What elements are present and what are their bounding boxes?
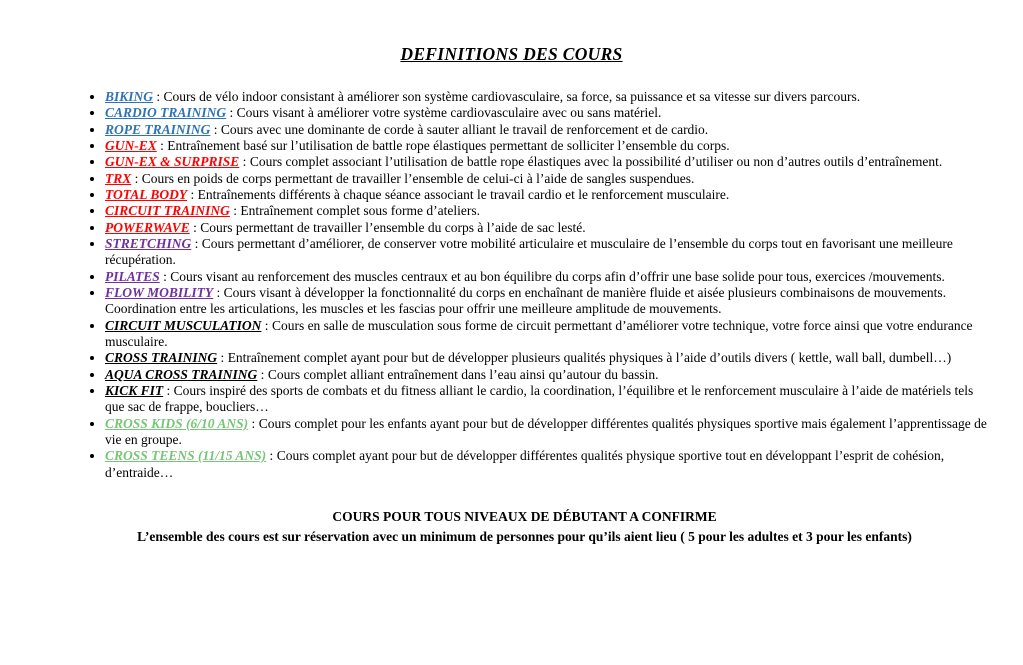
course-separator: : <box>187 186 198 202</box>
course-name: PILATES <box>105 268 160 284</box>
footer-levels-note: COURS POUR TOUS NIVEAUX DE DÉBUTANT A CONFIRME <box>332 508 717 524</box>
course-name: FLOW MOBILITY <box>105 284 214 300</box>
list-item <box>105 89 989 105</box>
list-item <box>105 318 989 351</box>
course-description: Cours permettant d’améliorer, de conserver votre mobilité articulaire et musculaire de l’ensemble du corps tout en favorisant une meilleure récupération. <box>105 235 953 268</box>
list-item <box>105 269 989 285</box>
course-separator: : <box>153 89 164 104</box>
course-description: Cours de vélo indoor consistant à améliorer son système cardiovasculaire, sa force, sa puissance et sa vitesse sur divers parcours. <box>163 89 861 104</box>
list-item <box>105 383 989 416</box>
course-separator: : <box>226 105 237 121</box>
course-name: KICK FIT <box>105 382 164 398</box>
course-name: GUN-EX <box>105 137 157 153</box>
course-name: GUN-EX & SURPRISE <box>105 154 240 170</box>
course-separator: : <box>257 366 268 382</box>
list-item <box>105 203 989 219</box>
course-description: Cours permettant de travailler l’ensemble du corps à l’aide de sac lesté. <box>200 219 586 235</box>
course-name: STRETCHING <box>105 235 192 251</box>
course-description: Cours avec une dominante de corde à sauter alliant le travail de renforcement et de cardio. <box>220 121 709 137</box>
course-description: Cours complet alliant entraînement dans l’eau ainsi qu’autour du bassin. <box>267 366 659 382</box>
list-item <box>105 350 989 366</box>
course-separator: : <box>189 219 201 235</box>
course-name: CROSS KIDS (6/10 ANS) <box>105 415 249 431</box>
course-separator: : <box>229 203 241 219</box>
course-description: Entraînement complet sous forme d’ateliers. <box>240 203 480 219</box>
course-description: Cours inspiré des sports de combats et du fitness alliant le cardio, la coordination, l’équilibre et le renforcement musculaire à l’aide de matériels tels que sac de frappe, boucliers… <box>105 382 974 415</box>
course-separator: : <box>163 382 174 398</box>
course-name: BIKING <box>105 89 154 104</box>
course-description: Cours complet associant l’utilisation de battle rope élastiques avec la possibilité d’utiliser ou non d’autres outils d’entraînement. <box>249 154 943 170</box>
list-item <box>105 122 989 138</box>
course-separator: : <box>213 284 224 300</box>
course-separator: : <box>159 268 171 284</box>
footer <box>60 507 989 547</box>
course-description: Entraînement basé sur l’utilisation de battle rope élastiques permettant de solliciter l’ensemble du corps. <box>167 137 730 153</box>
course-separator: : <box>261 317 272 333</box>
course-description: Cours visant à développer la fonctionnalité du corps en enchaînant de manière fluide et aisée plusieurs combinaisons de mouvements. Coordination entre les articulations, les muscles et les fascias pour offrir une meilleure amplitude de mouvements. <box>105 284 947 317</box>
course-separator: : <box>266 448 277 464</box>
course-separator: : <box>248 415 259 431</box>
course-name: CROSS TRAINING <box>105 350 218 366</box>
page-title: DEFINITIONS DES COURS <box>400 44 623 64</box>
course-name: ROPE TRAINING <box>105 121 211 137</box>
course-name: POWERWAVE <box>105 219 190 235</box>
list-item <box>105 154 989 170</box>
course-name: CARDIO TRAINING <box>105 105 227 121</box>
course-name: CIRCUIT MUSCULATION <box>105 317 262 333</box>
course-list <box>60 89 989 481</box>
course-separator: : <box>156 137 168 153</box>
list-item <box>105 367 989 383</box>
course-description: Cours complet pour les enfants ayant pour but de développer différentes qualités physiques sportive mais également l’apprentissage de vie en groupe. <box>105 415 987 447</box>
list-item <box>105 187 989 203</box>
course-separator: : <box>191 235 202 251</box>
course-description: Cours visant à améliorer votre système cardiovasculaire avec ou sans matériel. <box>236 105 662 121</box>
footer-reservation-note: L’ensemble des cours est sur réservation avec un minimum de personnes pour qu’ils aient lieu ( 5 pour les adultes et 3 pour les enfants) <box>137 529 912 545</box>
course-separator: : <box>217 350 228 366</box>
course-separator: : <box>210 121 221 137</box>
course-description: Entraînement complet ayant pour but de développer plusieurs qualités physiques à l’aide d’outils divers ( kettle, wall ball, dumbell…) <box>227 350 952 366</box>
document-content <box>0 89 1023 547</box>
course-description: Cours complet ayant pour but de développer différentes qualités physique sportive tout en développant l’esprit de cohésion, d’entraide… <box>105 448 945 480</box>
list-item <box>105 105 989 121</box>
course-description: Entraînements différents à chaque séance associant le travail cardio et le renforcement musculaire. <box>197 186 730 202</box>
course-name: CROSS TEENS (11/15 ANS) <box>105 448 267 464</box>
list-item <box>105 416 989 449</box>
course-name: TRX <box>105 170 132 186</box>
course-description: Cours en salle de musculation sous forme de circuit permettant d’améliorer votre technique, votre force ainsi que votre endurance musculaire. <box>105 317 973 349</box>
list-item <box>105 448 989 481</box>
course-name: TOTAL BODY <box>105 186 188 202</box>
course-separator: : <box>131 170 142 186</box>
course-name: AQUA CROSS TRAINING <box>105 366 258 382</box>
course-description: Cours visant au renforcement des muscles centraux et au bon équilibre du corps afin d’offrir une base solide pour tous, exercices /mouvements. <box>170 268 945 284</box>
course-separator: : <box>239 154 250 170</box>
list-item <box>105 138 989 154</box>
course-name: CIRCUIT TRAINING <box>105 203 230 219</box>
list-item <box>105 220 989 236</box>
list-item <box>105 285 989 318</box>
list-item <box>105 171 989 187</box>
course-description: Cours en poids de corps permettant de travailler l’ensemble de celui-ci à l’aide de sangles suspendues. <box>141 170 695 186</box>
list-item <box>105 236 989 269</box>
